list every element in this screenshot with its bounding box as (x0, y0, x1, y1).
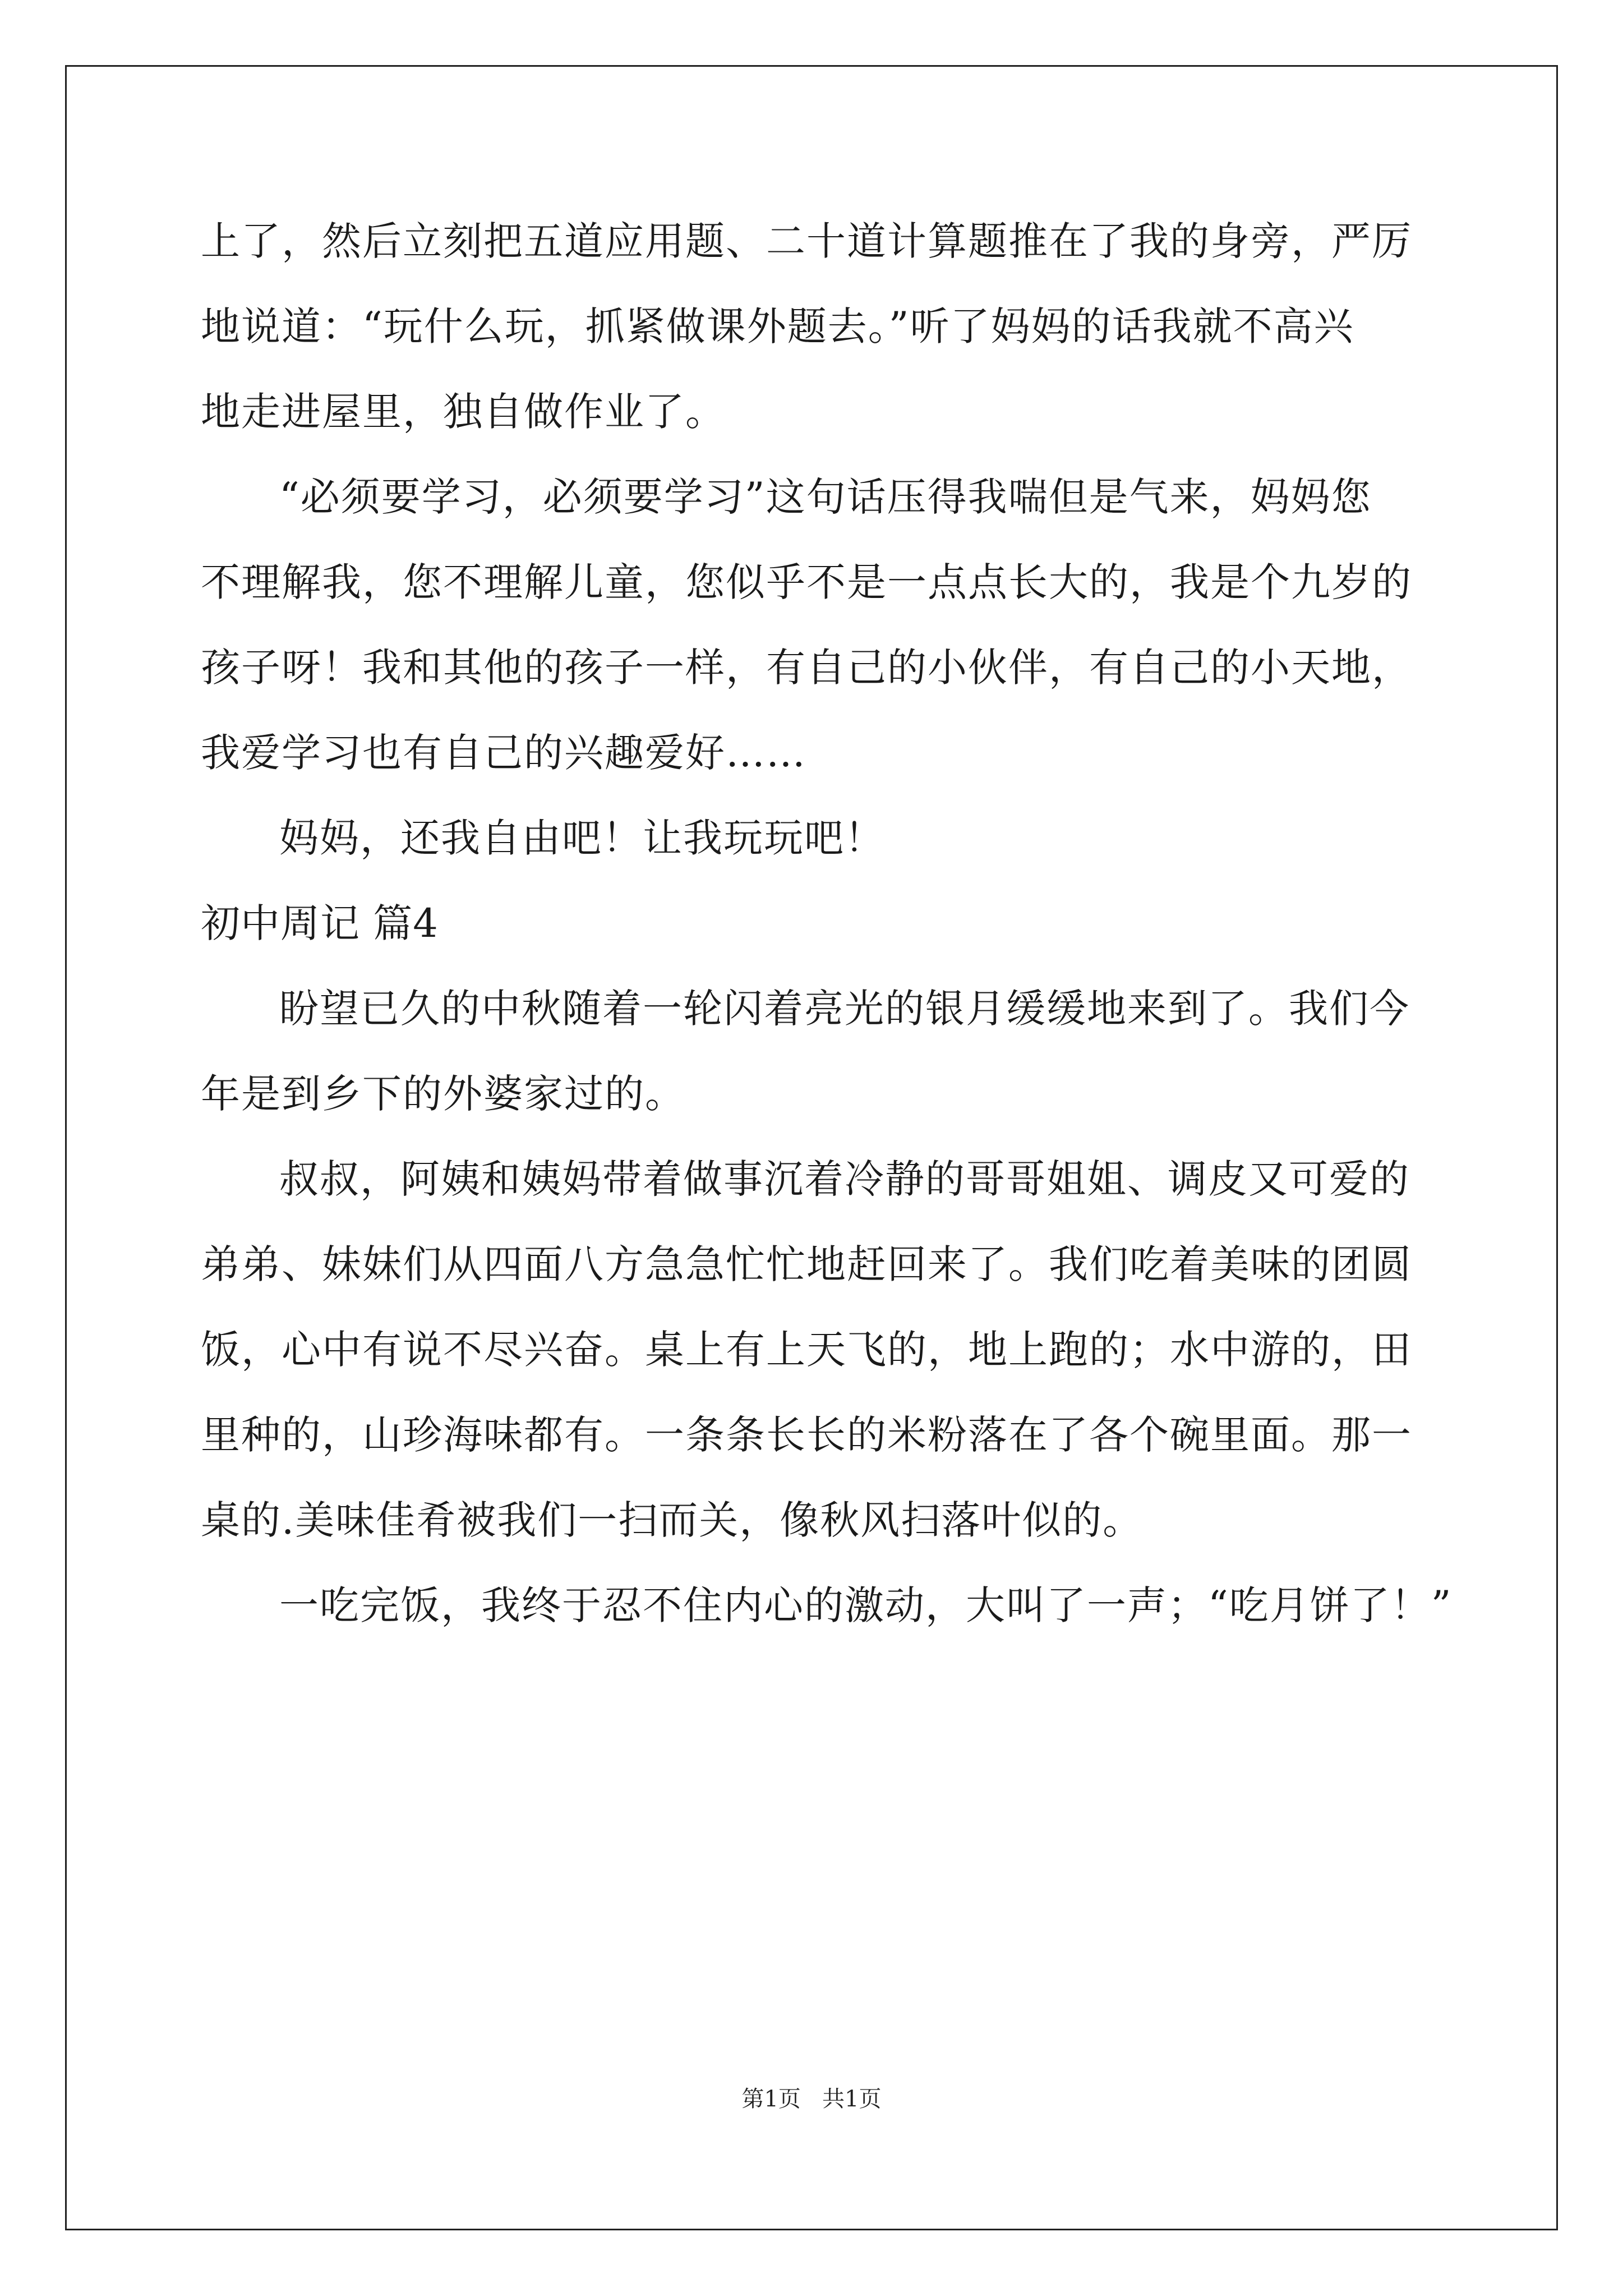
text-line: 年是到乡下的外婆家过的。 (201, 1071, 685, 1117)
text-line: 上了，然后立刻把五道应用题、二十道计算题推在了我的身旁，严厉 (201, 218, 1412, 264)
text-line: 地说道：“玩什么玩，抓紧做课外题去。”听了妈妈的话我就不高兴 (201, 303, 1354, 349)
text-line: 叔叔，阿姨和姨妈带着做事沉着冷静的哥哥姐姐、调皮又可爱的 (279, 1156, 1410, 1202)
text-line: 饭，心中有说不尽兴奋。桌上有上天飞的，地上跑的；水中游的，田 (201, 1327, 1412, 1373)
section-heading: 初中周记 篇4 (201, 900, 439, 946)
document-body (201, 213, 1453, 1663)
text-line: 桌的.美味佳肴被我们一扫而关，像秋风扫落叶似的。 (201, 1497, 1144, 1543)
text-line: 一吃完饭，我终于忍不住内心的激动，大叫了一声；“吃月饼了！” (279, 1582, 1453, 1628)
text-line: 不理解我，您不理解儿童，您似乎不是一点点长大的，我是个九岁的 (201, 559, 1412, 605)
text-line: 里种的，山珍海味都有。一条条长长的米粉落在了各个碗里面。那一 (201, 1412, 1412, 1458)
text-line: 孩子呀！我和其他的孩子一样，有自己的小伙伴，有自己的小天地， (201, 645, 1412, 691)
page-footer: 第1页 共1页 (741, 2086, 882, 2112)
text-line: 妈妈，还我自由吧！让我玩玩吧！ (279, 815, 885, 861)
text-line: “必须要学习，必须要学习”这句话压得我喘但是气来，妈妈您 (279, 474, 1372, 520)
text-line: 地走进屋里，独自做作业了。 (201, 389, 726, 435)
text-line: 我爱学习也有自己的兴趣爱好…… (201, 730, 806, 776)
text-line: 弟弟、妹妹们从四面八方急急忙忙地赶回来了。我们吃着美味的团圆 (201, 1241, 1412, 1287)
text-line: 盼望已久的中秋随着一轮闪着亮光的银月缓缓地来到了。我们今 (279, 986, 1410, 1032)
